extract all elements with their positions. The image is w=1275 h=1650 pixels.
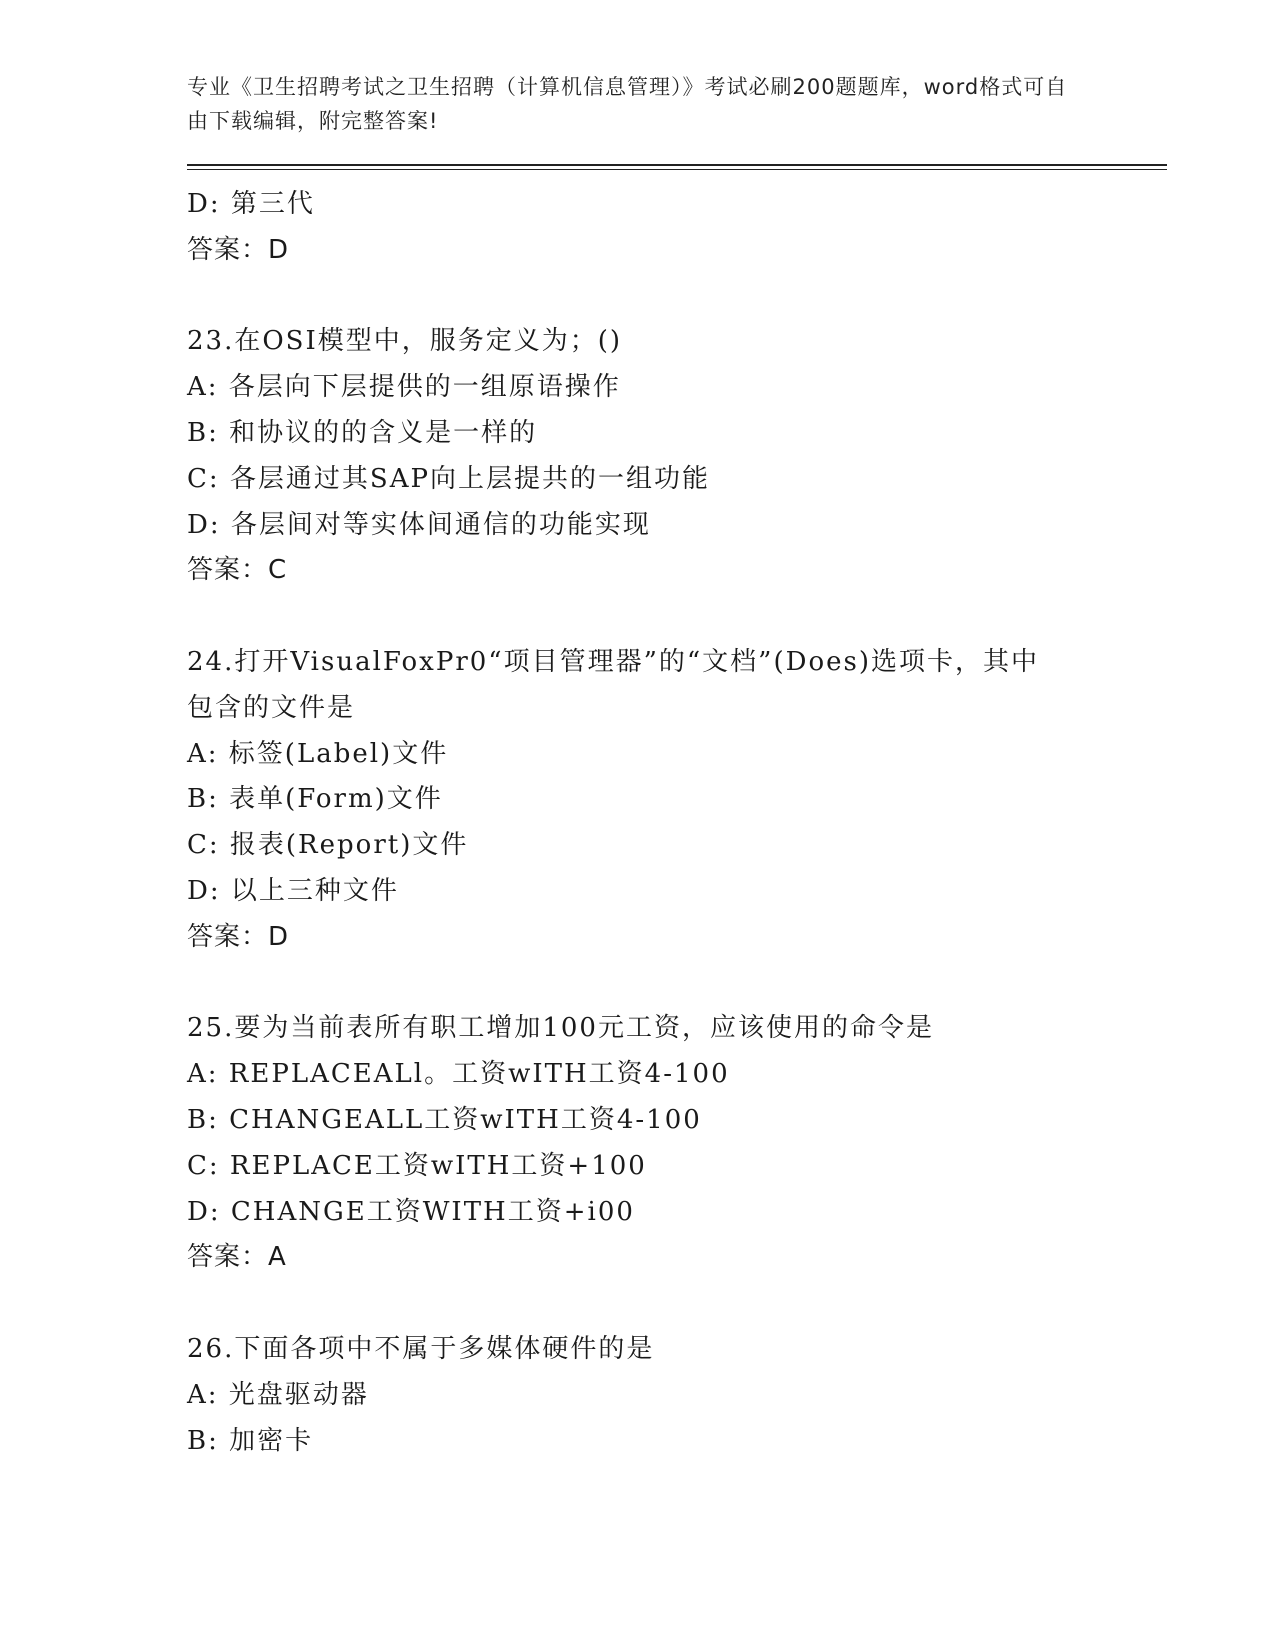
question-list (187, 182, 1167, 1464)
option-c: C: 各层通过其SAP向上层提共的一组功能 (187, 463, 711, 494)
question-stem: 25.要为当前表所有职工增加100元工资，应该使用的命令是 (187, 1013, 934, 1044)
answer-line: 答案：A (187, 1242, 287, 1273)
answer-line: 答案：C (187, 555, 288, 586)
option-a: A: 各层向下层提供的一组原语操作 (187, 372, 621, 403)
option-a: A: 标签(Label)文件 (187, 738, 449, 769)
spacer (187, 961, 1167, 1007)
option-c: C: 报表(Report)文件 (187, 830, 469, 861)
question-stem-line-2: 包含的文件是 (187, 692, 356, 723)
question-23 (187, 319, 1167, 594)
spacer (187, 594, 1167, 640)
option-a: A: REPLACEALl。工资wITH工资4-100 (187, 1059, 730, 1090)
option-d: D: 各层间对等实体间通信的功能实现 (187, 509, 651, 540)
option-b: B: 表单(Form)文件 (187, 784, 443, 815)
question-stem-line-1: 24.打开VisualFoxPr0“项目管理器”的“文档”(Does)选项卡，其中 (187, 646, 1039, 677)
question-24 (187, 640, 1167, 961)
option-d: D: CHANGE工资WITH工资+i00 (187, 1196, 635, 1227)
document-page (187, 70, 1167, 1464)
question-stem: 23.在OSI模型中，服务定义为；() (187, 326, 623, 357)
option-a: A: 光盘驱动器 (187, 1379, 369, 1410)
spacer (187, 1281, 1167, 1327)
option-d: D: 第三代 (187, 189, 315, 219)
answer-line: 答案：D (187, 234, 290, 265)
option-b: B: 和协议的的含义是一样的 (187, 417, 538, 448)
question-26 (187, 1327, 1167, 1464)
option-b: B: 加密卡 (187, 1425, 314, 1456)
option-c: C: REPLACE工资wITH工资+100 (187, 1150, 647, 1181)
answer-line: 答案：D (187, 921, 290, 952)
question-25 (187, 1006, 1167, 1281)
document-header: 专业《卫生招聘考试之卫生招聘（计算机信息管理）》考试必刷200题题库，word格式可自由下载编辑，附完整答案! (187, 75, 1068, 133)
spacer (187, 274, 1167, 320)
header-divider (187, 164, 1167, 170)
question-stem: 26.下面各项中不属于多媒体硬件的是 (187, 1333, 655, 1364)
option-d: D: 以上三种文件 (187, 875, 399, 906)
option-b: B: CHANGEALL工资wITH工资4-100 (187, 1104, 702, 1135)
